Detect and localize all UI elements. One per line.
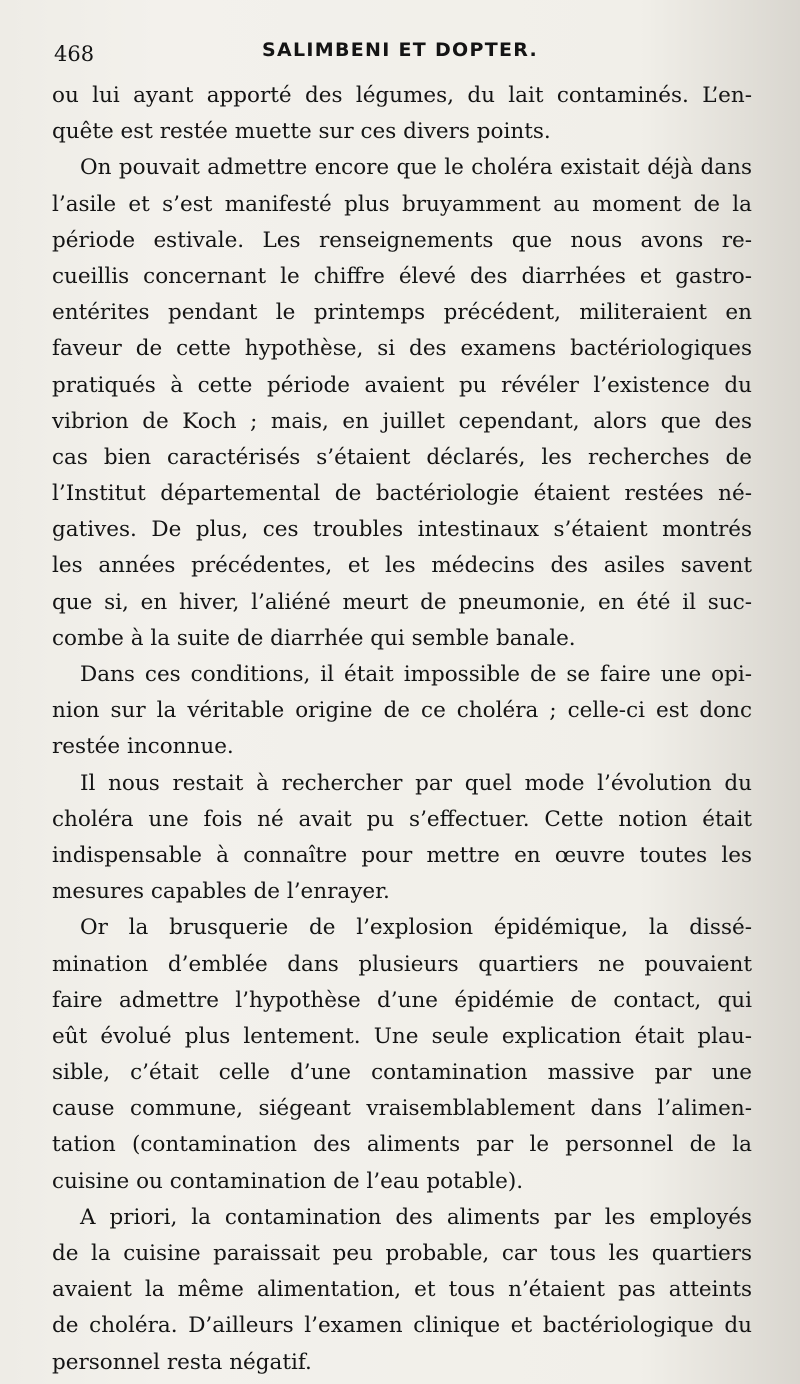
text-line: Il nous restait à rechercher par quel mode l’évolution du	[80, 770, 752, 796]
text-line: de choléra. D’ailleurs l’examen clinique et bactériologique du	[52, 1313, 752, 1339]
text-line: cuisine ou contamination de l’eau potable).	[52, 1168, 524, 1194]
text-line: l’asile et s’est manifesté plus bruyamment au moment de la	[52, 191, 752, 217]
text-line: cause commune, siégeant vraisemblablement dans l’alimen-	[52, 1096, 752, 1122]
text-line: indispensable à connaître pour mettre en œuvre toutes les	[52, 842, 752, 868]
paragraph	[52, 766, 752, 911]
text-line: A priori, la contamination des aliments par les employés	[80, 1204, 752, 1230]
text-line: cas bien caractérisés s’étaient déclarés, les recherches de	[52, 444, 752, 470]
page-number: 468	[54, 42, 95, 66]
paragraph	[52, 78, 752, 150]
paragraph	[52, 910, 752, 1200]
body-text	[52, 78, 752, 1381]
text-line: que si, en hiver, l’aliéné meurt de pneumonie, en été il suc-	[52, 589, 752, 615]
text-line: Dans ces conditions, il était impossible de se faire une opi-	[80, 662, 752, 687]
text-line: période estivale. Les renseignements que nous avons re-	[52, 227, 752, 253]
text-line: personnel resta négatif.	[52, 1349, 312, 1375]
paragraph	[52, 150, 752, 657]
text-line: tation (contamination des aliments par le personnel de la	[52, 1132, 752, 1158]
text-line: vibrion de Koch ; mais, en juillet cependant, alors que des	[52, 408, 752, 434]
text-line: cueillis concernant le chiffre élevé des diarrhées et gastro-	[52, 263, 752, 289]
text-line: de la cuisine paraissait peu probable, car tous les quartiers	[52, 1241, 752, 1266]
text-line: mesures capables de l’enrayer.	[52, 879, 390, 905]
text-line: l’Institut départemental de bactériologie étaient restées né-	[52, 481, 752, 507]
text-line: faveur de cette hypothèse, si des examens bactériologiques	[52, 336, 752, 362]
paragraph	[52, 1200, 752, 1381]
text-line: On pouvait admettre encore que le choléra existait déjà dans	[80, 155, 752, 181]
text-line: faire admettre l’hypothèse d’une épidémie de contact, qui	[52, 987, 752, 1013]
text-line: Or la brusquerie de l’explosion épidémique, la dissé-	[80, 915, 752, 941]
text-line: quête est restée muette sur ces divers points.	[52, 119, 551, 145]
text-line: restée inconnue.	[52, 734, 234, 760]
text-line: combe à la suite de diarrhée qui semble banale.	[52, 625, 576, 651]
text-line: gatives. De plus, ces troubles intestinaux s’étaient montrés	[52, 517, 752, 543]
text-line: entérites pendant le printemps précédent, militeraient en	[52, 300, 752, 326]
text-line: avaient la même alimentation, et tous n’étaient pas atteints	[52, 1277, 752, 1303]
text-line: choléra une fois né avait pu s’effectuer. Cette notion était	[52, 806, 752, 832]
text-line: sible, c’était celle d’une contamination massive par une	[52, 1060, 752, 1086]
text-line: mination d’emblée dans plusieurs quartiers ne pouvaient	[52, 951, 752, 977]
paragraph	[52, 657, 752, 766]
text-line: ou lui ayant apporté des légumes, du lait contaminés. L’en-	[52, 83, 752, 108]
running-title: SALIMBENI ET DOPTER.	[261, 39, 539, 61]
text-line: les années précédentes, et les médecins des asiles savent	[52, 553, 752, 579]
text-line: eût évolué plus lentement. Une seule explication était plau-	[52, 1023, 752, 1049]
text-line: pratiqués à cette période avaient pu révéler l’existence du	[52, 372, 752, 398]
text-line: nion sur la véritable origine de ce choléra ; celle-ci est donc	[52, 698, 752, 724]
page-header	[52, 34, 748, 64]
